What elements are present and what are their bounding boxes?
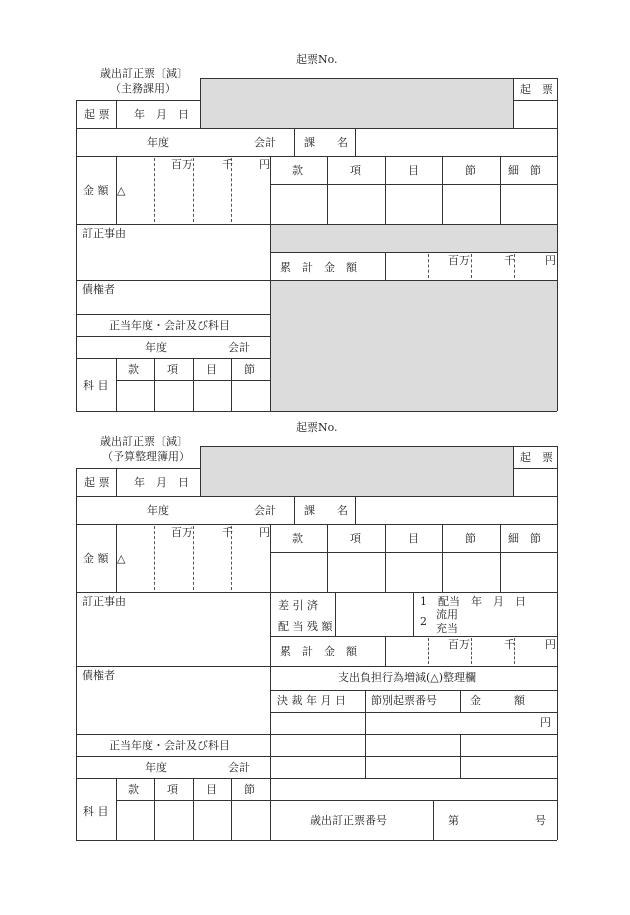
item-header-kan: 款	[128, 783, 139, 796]
unit-sen: 千	[222, 526, 233, 539]
creditor-label: 債権者	[82, 283, 115, 296]
kamei-label: 課 名	[304, 136, 348, 149]
kihyo-right-label: 起 票	[520, 83, 553, 96]
voucher-number-label: 歳出訂正票番号	[310, 814, 387, 827]
cumulative-label: 累 計 金 額	[280, 261, 357, 274]
triangle-mark: △	[117, 552, 126, 565]
budget-header-setsu: 節	[465, 164, 476, 177]
correct-account-label: 正当年度・会計及び科目	[109, 739, 230, 752]
unit-en: 円	[259, 526, 270, 539]
dai-label: 第	[448, 814, 459, 827]
sashihiki-label: 差 引 済	[278, 599, 318, 612]
nendo-label: 年度	[147, 504, 169, 517]
cumulative-label: 累 計 金 額	[280, 645, 357, 658]
gray-header-area	[200, 446, 513, 496]
date-label: 年 月 日	[134, 476, 189, 489]
correct-nendo-label: 年度	[145, 761, 167, 774]
kamei-label: 課 名	[304, 504, 348, 517]
budget-header-kou: 項	[350, 532, 361, 545]
item-header-kan: 款	[128, 363, 139, 376]
correct-nendo-label: 年度	[145, 341, 167, 354]
budget-header-setsu: 節	[465, 532, 476, 545]
budget-header-kan: 款	[292, 532, 303, 545]
kaikei-label: 会計	[254, 504, 276, 517]
haitou-2-num: 2	[420, 615, 427, 628]
budget-header-moku: 目	[408, 164, 419, 177]
unit-hyakuman: 百万	[171, 158, 193, 171]
budget-header-kan: 款	[292, 164, 303, 177]
triangle-mark: △	[117, 184, 126, 197]
cum-unit-en: 円	[545, 638, 556, 651]
amount-label: 金 額	[83, 184, 109, 197]
correct-account-label: 正当年度・会計及び科目	[109, 319, 230, 332]
budget-header-moku: 目	[408, 532, 419, 545]
date-label: 年 月 日	[134, 108, 189, 121]
budget-header-saisetsu: 細 節	[508, 164, 541, 177]
kaikei-label: 会計	[254, 136, 276, 149]
haitou-1-label: 1 配当 年 月 日	[420, 595, 526, 608]
budget-header-kou: 項	[350, 164, 361, 177]
item-label: 科 目	[83, 805, 109, 818]
form-title: 歳出訂正票〔減〕	[100, 67, 188, 80]
form-title: 歳出訂正票〔減〕	[100, 435, 188, 448]
shishutsu-title: 支出負担行為増減(△)整理欄	[338, 671, 477, 684]
item-header-kou: 項	[167, 363, 178, 376]
correct-kaikei-label: 会計	[228, 761, 250, 774]
cum-unit-hyakuman: 百万	[448, 254, 470, 267]
item-header-setsu: 節	[244, 363, 255, 376]
juto-label: 充当	[436, 622, 458, 635]
item-label: 科 目	[83, 379, 109, 392]
unit-sen: 千	[222, 158, 233, 171]
unit-hyakuman: 百万	[171, 526, 193, 539]
item-header-moku: 目	[206, 783, 217, 796]
setsu-betsu-header: 節別起票番号	[371, 694, 437, 707]
voucher-no: 起票No.	[296, 421, 338, 434]
item-header-moku: 目	[206, 363, 217, 376]
creditor-label: 債権者	[82, 669, 115, 682]
kihyo-label: 起 票	[84, 476, 110, 489]
reason-label: 訂正事由	[82, 595, 126, 608]
cum-unit-sen: 千	[504, 638, 515, 651]
go-label: 号	[535, 814, 546, 827]
nendo-label: 年度	[147, 136, 169, 149]
kingaku-header: 金 額	[470, 694, 525, 707]
unit-en: 円	[259, 158, 270, 171]
yen-unit: 円	[540, 716, 551, 729]
correct-kaikei-label: 会計	[228, 341, 250, 354]
cum-unit-sen: 千	[504, 254, 515, 267]
item-header-kou: 項	[167, 783, 178, 796]
haitou-zan-label: 配 当 残 額	[278, 620, 333, 633]
cum-unit-hyakuman: 百万	[448, 638, 470, 651]
item-header-setsu: 節	[244, 783, 255, 796]
budget-header-saisetsu: 細 節	[508, 532, 541, 545]
kihyo-label: 起 票	[84, 108, 110, 121]
voucher-no: 起票No.	[296, 53, 338, 66]
cum-unit-en: 円	[545, 254, 556, 267]
form-subtitle: （主務課用）	[110, 82, 176, 95]
reason-label: 訂正事由	[82, 227, 126, 240]
ryuyo-label: 流用	[436, 608, 458, 621]
kihyo-right-label: 起 票	[520, 451, 553, 464]
kessai-date-header: 決 裁 年 月 日	[277, 694, 346, 707]
form-subtitle: （予算整理簿用）	[102, 450, 190, 463]
amount-label: 金 額	[83, 552, 109, 565]
